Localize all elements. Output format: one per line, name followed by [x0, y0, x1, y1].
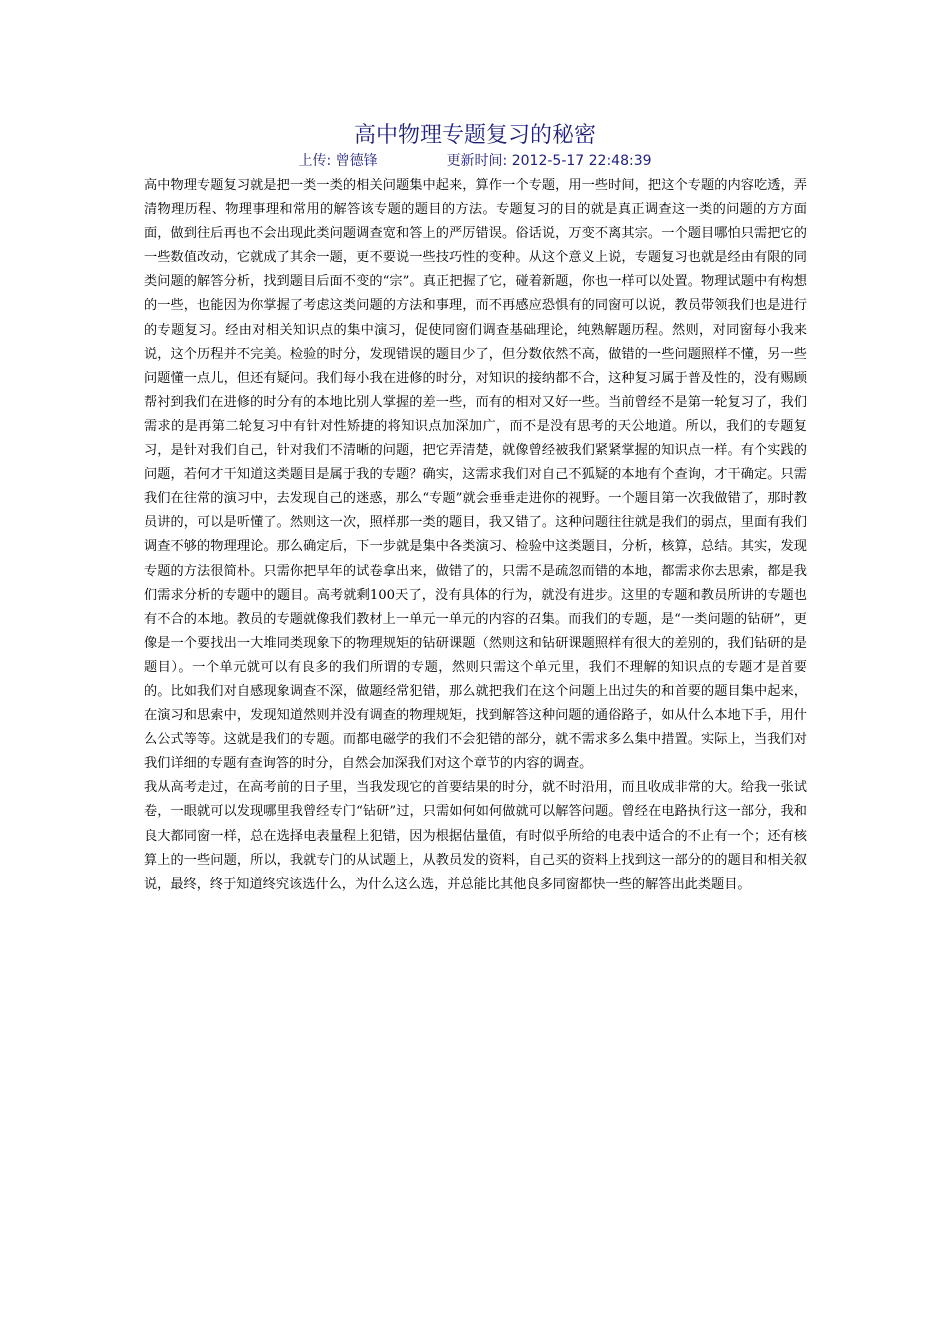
article-meta: [0, 152, 950, 170]
uploader-name: 曾德锋: [335, 153, 378, 169]
body-paragraph-1: 高中物理专题复习就是把一类一类的相关问题集中起来，算作一个专题，用一些时间，把这个专题的内容吃透，弄清物理历程、物理事理和常用的解答该专题的题目的方法。专题复习的目的就是真正调查这一类的问题的方方面面，做到往后再也不会出现此类问题调查宽和答上的严厉错误。俗话说，万变不离其宗。一个题目哪怕只需把它的一些数值改动，它就成了其余一题，更不要说一些技巧性的变种。从这个意义上说，专题复习也就是经由有限的同类问题的解答分析，找到题目后面不变的“宗”。真正把握了它，碰着新题，你也一样可以处置。物理试题中有构想的一些，也能因为你掌握了考虑这类问题的方法和事理，而不再感应恐惧有的同窗可以说，教员带领我们也是进行的专题复习。经由对相关知识点的集中演习，促使同窗们调查基础理论，纯熟解题历程。然则，对同窗每小我来说，这个历程并不完美。检验的时分，发现错误的题目少了，但分数依然不高，做错的一些问题照样不懂，另一些问题懂一点儿，但还有疑问。我们每小我在进修的时分，对知识的接纳都不合，这种复习属于普及性的，没有赐顾帮衬到我们在进修的时分有的本地比别人掌握的差一些，而有的相对又好一些。当前曾经不是第一轮复习了，我们需求的是再第二轮复习中有针对性矫捷的将知识点加深加广，而不是没有思考的天公地道。所以，我们的专题复习，是针对我们自己，针对我们不清晰的问题，把它弄清楚，就像曾经被我们紧紧掌握的知识点一样。有个实践的问题，若何才干知道这类题目是属于我的专题？确实，这需求我们对自己不狐疑的本地有个查询，才干确定。只需我们在往常的演习中，去发现自己的迷惑，那么“专题”就会垂垂走进你的视野。一个题目第一次我做错了，那时教员讲的，可以是听懂了。然则这一次，照样那一类的题目，我又错了。这种问题往往就是我们的弱点，里面有我们调查不够的物理理论。那么确定后，下一步就是集中各类演习、检验中这类题目，分析，核算，总结。其实，发现专题的方法很简朴。只需你把早年的试卷拿出来，做错了的，只需不是疏忽而错的本地，都需求你去思索，都是我们需求分析的专题中的题目。高考就剩100天了，没有具体的行为，就没有进步。这里的专题和教员所讲的专题也有不合的本地。教员的专题就像我们教材上一单元一单元的内容的召集。而我们的专题，是“一类问题的钻研”，更像是一个要找出一大堆同类现象下的物理规矩的钻研课题（然则这和钻研课题照样有很大的差别的，我们钻研的是题目）。一个单元就可以有良多的我们所谓的专题，然则只需这个单元里，我们不理解的知识点的专题才是首要的。比如我们对自感现象调查不深，做题经常犯错，那么就把我们在这个问题上出过失的和首要的题目集中起来，在演习和思索中，发现知道然则并没有调查的物理规矩，找到解答这种问题的通俗路子，如从什么本地下手，用什么公式等等。这就是我们的专题。而都电磁学的我们不会犯错的部分，就不需求多么集中措置。实际上，当我们对我们详细的专题有查询答的时分，自然会加深我们对这个章节的内容的调查。: [144, 178, 807, 772]
article-body: [144, 174, 807, 897]
page-title: 高中物理专题复习的秘密: [353, 123, 596, 148]
updated-time: 2012-5-17 22:48:39: [511, 153, 652, 169]
uploader-label: 上传:: [298, 153, 332, 169]
body-paragraph-2: 我从高考走过，在高考前的日子里，当我发现它的首要结果的时分，就不时沿用，而且收成非常的大。给我一张试卷，一眼就可以发现哪里我曾经专门“钻研”过，只需如何如何做就可以解答问题。曾经在电路执行这一部分，我和良大都同窗一样，总在选择电表量程上犯错，因为根据估量值，有时似乎所给的电表中适合的不止有一个；还有核算上的一些问题，所以，我就专门的从试题上，从教员发的资料，自己买的资料上找到这一部分的的题目和相关叙说，最终，终于知道终究该选什么，为什么这么选，并总能比其他良多同窗都快一些的解答出此类题目。: [144, 780, 807, 892]
updated-label: 更新时间:: [446, 153, 508, 169]
